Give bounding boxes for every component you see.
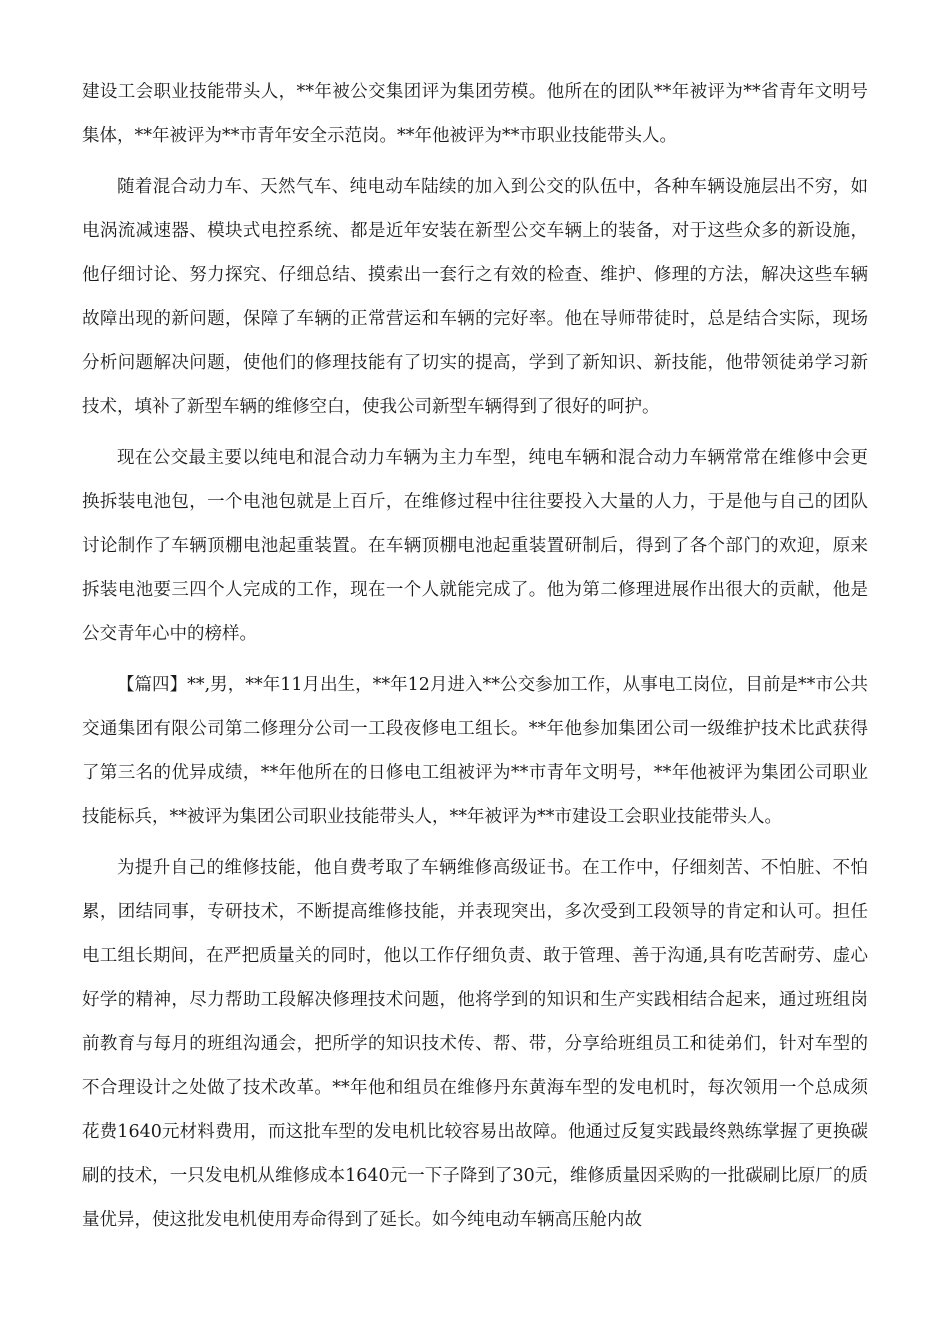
paragraph-repair-skills: 为提升自己的维修技能，他自费考取了车辆维修高级证书。在工作中，仔细刻苦、不怕脏、不怕累，团结同事，专研技术，不断提高维修技能，并表现突出，多次受到工段领导的肯定和认可。担任电工组长期间，在严把质量关的同时，他以工作仔细负责、敢于管理、善于沟通,具有吃苦耐劳、虚心好学的精神，尽力帮助工段解决修理技术问题，他将学到的知识和生产实践相结合起来，通过班组岗前教育与每月的班组沟通会，把所学的知识技术传、帮、带，分享给班组员工和徒弟们，针对车型的不合理设计之处做了技术改革。**年他和组员在维修丹东黄海车型的发电机时，每次领用一个总成须花费1640元材料费用，而这批车型的发电机比较容易出故障。他通过反复实践最终熟练掌握了更换碳刷的技术，一只发电机从维修成本1640元一下子降到了30元，维修质量因采购的一批碳刷比原厂的质量优异，使这批发电机使用寿命得到了延长。如今纯电动车辆高压舱内故 — [82, 858, 868, 1230]
document-body — [82, 70, 868, 1249]
paragraph-section-four: 【篇四】**,男，**年11月出生，**年12月进入**公交参加工作，从事电工岗位，目前是**市公共交通集团有限公司第二修理分公司一工段夜修电工组长。**年他参加集团公司一级维护技术比武获得了第三名的优异成绩，**年他所在的日修电工组被评为**市青年文明号，**年他被评为集团公司职业技能标兵，**被评为集团公司职业技能带头人，**年被评为**市建设工会职业技能带头人。 — [82, 675, 868, 827]
paragraph-battery-lift: 现在公交最主要以纯电和混合动力车辆为主力车型，纯电车辆和混合动力车辆常常在维修中会更换拆装电池包，一个电池包就是上百斤，在维修过程中往往要投入大量的人力，于是他与自己的团队讨论制作了车辆顶棚电池起重装置。在车辆顶棚电池起重装置研制后，得到了各个部门的欢迎，原来拆装电池要三四个人完成的工作，现在一个人就能完成了。他为第二修理进展作出很大的贡献，他是公交青年心中的榜样。 — [82, 448, 868, 644]
paragraph-new-vehicles: 随着混合动力车、天然气车、纯电动车陆续的加入到公交的队伍中，各种车辆设施层出不穷，如电涡流减速器、模块式电控系统、都是近年安装在新型公交车辆上的装备，对于这些众多的新设施，他仔细讨论、努力探究、仔细总结、摸索出一套行之有效的检查、维护、修理的方法，解决这些车辆故障出现的新问题，保障了车辆的正常营运和车辆的完好率。他在导师带徒时，总是结合实际，现场分析问题解决问题，使他们的修理技能有了切实的提高，学到了新知识、新技能，他带领徒弟学习新技术，填补了新型车辆的维修空白，使我公司新型车辆得到了很好的呵护。 — [82, 177, 868, 417]
paragraph-continuation: 建设工会职业技能带头人，**年被公交集团评为集团劳模。他所在的团队**年被评为**省青年文明号集体，**年被评为**市青年安全示范岗。**年他被评为**市职业技能带头人。 — [82, 82, 868, 146]
